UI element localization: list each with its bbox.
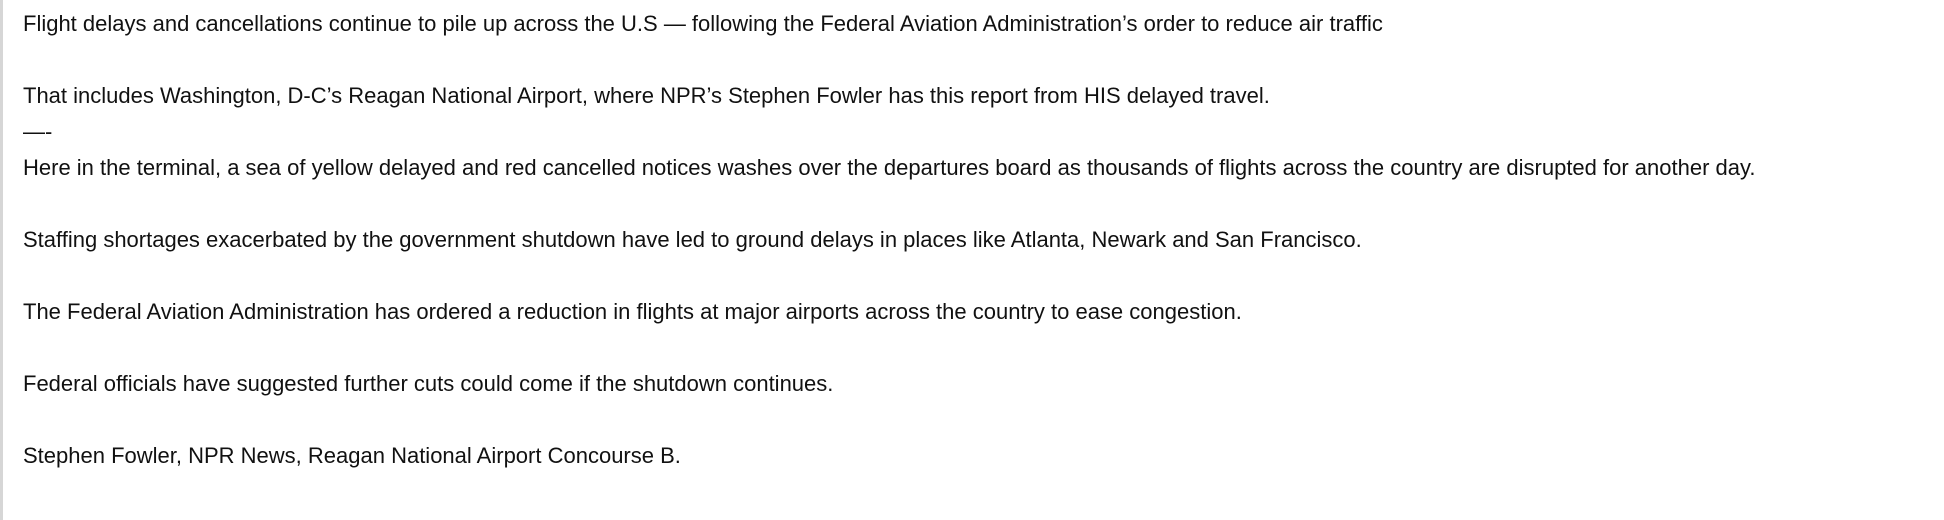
paragraph-further-cuts: Federal officials have suggested further cuts could come if the shutdown continues. — [23, 371, 834, 396]
paragraph-intro: Flight delays and cancellations continue to pile up across the U.S — following the Federal Aviation Administration’s order to reduce air traffic — [23, 11, 1383, 36]
paragraph-terminal: Here in the terminal, a sea of yellow delayed and red cancelled notices washes over the departures board as thousands of flights across the country are disrupted for another day. — [23, 155, 1756, 180]
paragraph-staffing: Staffing shortages exacerbated by the government shutdown have led to ground delays in places like Atlanta, Newark and San Francisco. — [23, 227, 1362, 252]
left-border — [0, 0, 3, 520]
separator-dash: —- — [23, 119, 53, 144]
paragraph-washington: That includes Washington, D-C’s Reagan National Airport, where NPR’s Stephen Fowler has this report from HIS delayed travel. — [23, 83, 1270, 108]
paragraph-faa-order: The Federal Aviation Administration has ordered a reduction in flights at major airports across the country to ease congestion. — [23, 299, 1242, 324]
paragraph-signoff: Stephen Fowler, NPR News, Reagan National Airport Concourse B. — [23, 443, 681, 468]
